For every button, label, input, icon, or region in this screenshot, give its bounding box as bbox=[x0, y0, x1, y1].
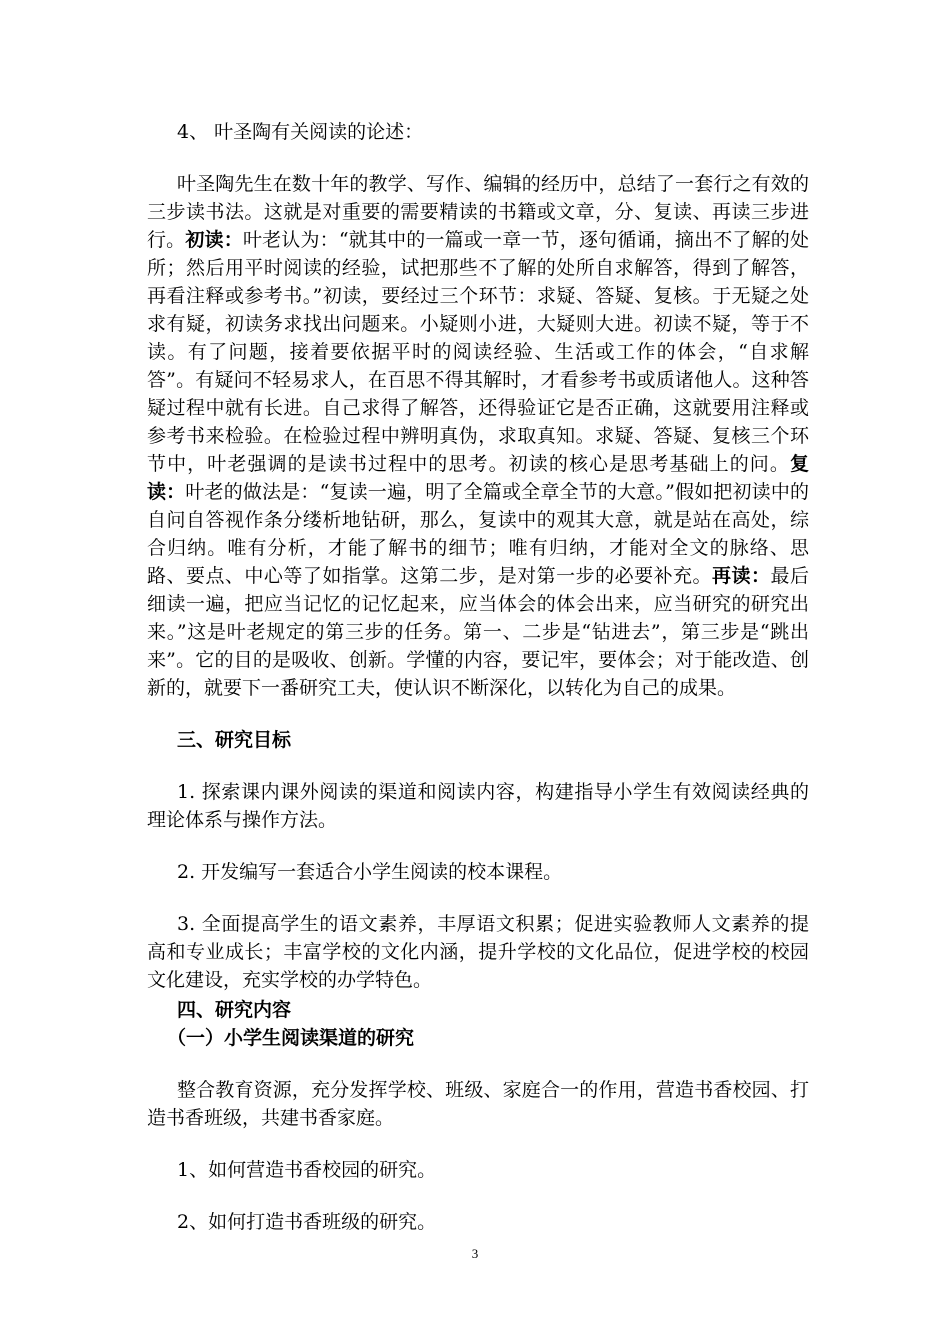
subsection-1-text: 整合教育资源，充分发挥学校、班级、家庭合一的作用，营造书香校园、打造书香班级，共建书香家庭。 bbox=[147, 1079, 809, 1129]
reading-method-paragraph bbox=[147, 170, 809, 702]
second-read-text: 叶老的做法是：“复读一遍，明了全篇或全章全节的大意。”假如把初读中的自问自答视作条分缕析地钻研，那么，复读中的观其大意，就是站在高处，综合归纳。唯有分析，才能了解书的细节；唯有归纳，才能对全文的脉络、思路、要点、中心等了如指掌。这第二步，是对第一步的必要补充。 bbox=[147, 481, 809, 587]
goal-3: 3. 全面提高学生的语文素养，丰厚语文积累；促进实验教师人文素养的提高和专业成长；丰富学校的文化内涵，提升学校的文化品位，促进学校的校园文化建设，充实学校的办学特色。 bbox=[147, 913, 809, 991]
section-4-title: 4、 叶圣陶有关阅读的论述： bbox=[177, 121, 424, 143]
page-number: 3 bbox=[471, 1246, 479, 1261]
list-item: 2、如何打造书香班级的研究。 bbox=[177, 1211, 437, 1233]
keyword-second-read: 复读： bbox=[147, 453, 809, 503]
list-item: 1、如何营造书香校园的研究。 bbox=[177, 1159, 437, 1181]
section-3-heading: 三、研究目标 bbox=[177, 729, 292, 751]
section-4-heading: 四、研究内容 bbox=[177, 999, 292, 1021]
third-read-text: 最后细读一遍，把应当记忆的记忆起来，应当体会的体会出来，应当研究的研究出来。”这是叶老规定的第三步的任务。第一、二步是“钻进去”，第三步是“跳出来”。它的目的是吸收、创新。学懂的内容，要记牢，要体会；对于能改造、创新的，就要下一番研究工夫，使认识不断深化，以转化为自己的成果。 bbox=[147, 565, 809, 699]
subsection-1-heading: （一）小学生阅读渠道的研究 bbox=[167, 1027, 415, 1049]
intro-text: 叶圣陶先生在数十年的教学、写作、编辑的经历中，总结了一套行之有效的三步读书法。这就是对重要的需要精读的书籍或文章，分、复读、再读三步进行。 bbox=[147, 173, 809, 251]
goal-2: 2. 开发编写一套适合小学生阅读的校本课程。 bbox=[177, 861, 563, 883]
keyword-third-read: 再读： bbox=[712, 565, 771, 587]
goal-1: 1. 探索课内课外阅读的渠道和阅读内容，构建指导小学生有效阅读经典的理论体系与操作方法。 bbox=[147, 781, 809, 831]
page-content bbox=[147, 118, 809, 1236]
first-read-text: 叶老认为：“就其中的一篇或一章一节，逐句循诵，摘出不了解的处所；然后用平时阅读的经验，试把那些不了解的处所自求解答，得到了解答，再看注释或参考书。”初读，要经过三个环节：求疑、答疑、复核。于无疑之处求有疑，初读务求找出问题来。小疑则小进，大疑则大进。初读不疑，等于不读。有了问题，接着要依据平时的阅读经验、生活或工作的体会，“自求解答”。有疑问不轻易求人，在百思不得其解时，才看参考书或质诸他人。这种答疑过程中就有长进。自己求得了解答，还得验证它是否正确，这就要用注释或参考书来检验。在检验过程中辨明真伪，求取真知。求疑、答疑、复核三个环节中，叶老强调的是读书过程中的思考。初读的核心是思考基础上的问。 bbox=[147, 229, 809, 475]
keyword-first-read: 初读： bbox=[185, 229, 243, 251]
